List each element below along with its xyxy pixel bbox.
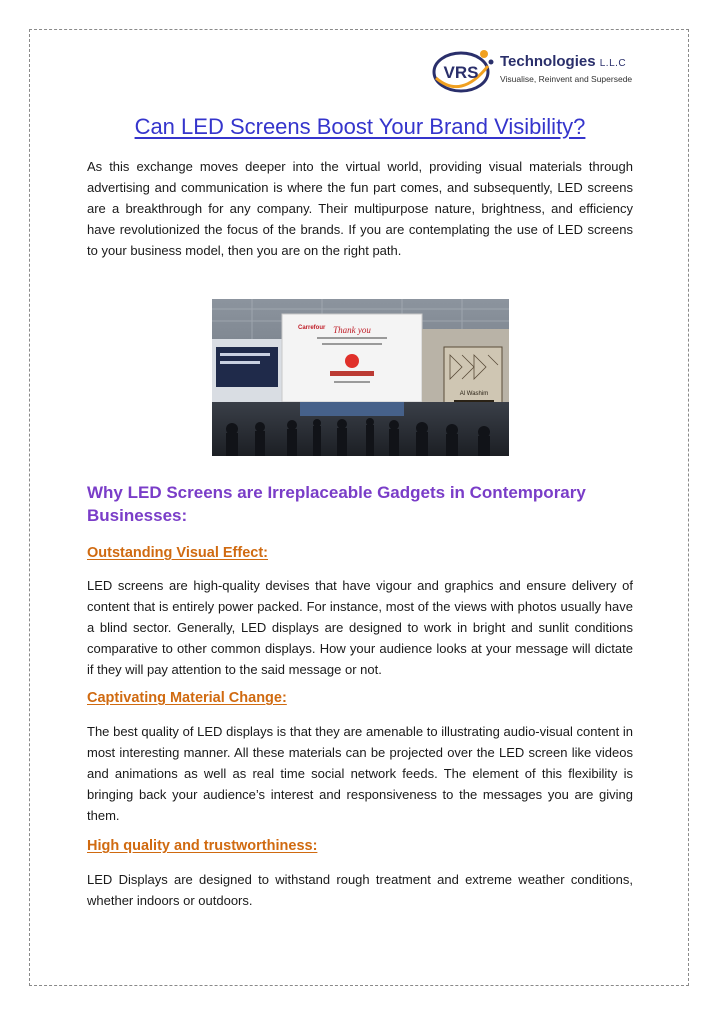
stand-sign-text: Al Washim [459,391,489,397]
vrs-logo-mark [430,44,496,98]
section-heading: Why LED Screens are Irreplaceable Gadgets in Contemporary Businesses: [87,483,586,525]
screen-script-text: Thank you [333,325,371,335]
logo-tagline: Visualise, Reinvent and Supersede [500,74,633,84]
subheading-visual-effect: Outstanding Visual Effect: [87,545,269,561]
expo-photo [212,299,509,456]
page-title: Can LED Screens Boost Your Brand Visibility? [134,114,586,139]
expo-photo-illustration [212,299,509,456]
logo-name-text: Technologies [500,53,596,70]
logo-suffix: L.L.C [599,58,627,69]
paragraph-visual-effect: LED screens are high-quality devises that have vigour and graphics and ensure delivery of content that is entirely power packed. For instance, most of the views with photos usually have a blind sector. Generally, LED displays are designed to work in bright and sunlit conditions comparative to other common displays. How your audience looks at your message will dictate if they will pay attention to the said message or not. [87,578,633,677]
subheading-quality: High quality and trustworthiness: [87,838,318,854]
intro-paragraph: As this exchange moves deeper into the virtual world, providing visual materials through advertising and communication is where the fun part comes, and subsequently, LED screens are a breakthrough for any company. Their multipurpose nature, brightness, and efficiency have revolutionized the focus of the brands. If you are contemplating the use of LED screens to your business model, then you are on the right path. [87,159,633,258]
paragraph-quality: LED Displays are designed to withstand rough treatment and extreme weather conditions, whether indoors or outdoors. [87,872,633,908]
paragraph-material-change: The best quality of LED displays is that they are amenable to illustrating audio-visual content in most interesting manner. All these materials can be projected over the LED screen like videos and animations as well as real time social network feeds. The element of this flexibility is bringing back your audience’s interest and responsiveness to the messages you are giving them. [87,724,633,823]
logo-name [500,53,626,70]
subheading-material-change: Captivating Material Change: [87,690,287,706]
logo-mark-text: VRS [443,63,479,82]
company-logo [430,44,640,98]
screen-brand-text: Carrefour [298,325,326,331]
